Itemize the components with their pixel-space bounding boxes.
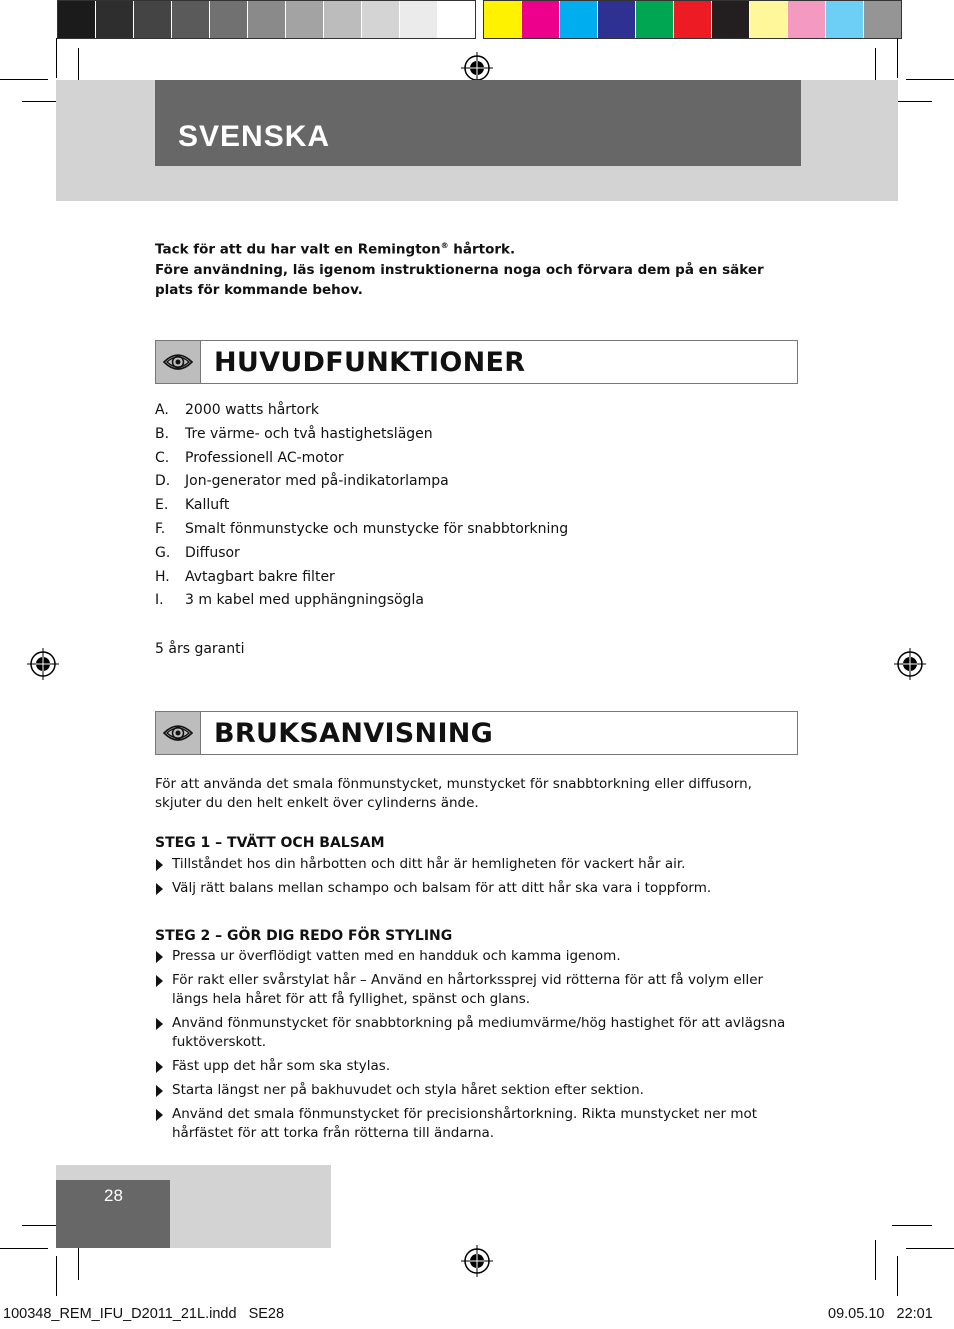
step2-list — [155, 947, 797, 1148]
feature-letter: B. — [155, 425, 170, 442]
bullet-arrow-icon — [156, 859, 163, 871]
process-color-swatch — [826, 1, 863, 38]
process-color-swatch — [788, 1, 825, 38]
feature-text: Jon-generator med på-indikatorlampa — [185, 473, 449, 490]
process-color-swatch — [712, 1, 749, 38]
gray-swatch — [134, 1, 171, 38]
crop-mark — [892, 1225, 932, 1226]
step2-heading: STEG 2 – GÖR DIG REDO FÖR STYLING — [155, 928, 453, 944]
feature-letter: E. — [155, 497, 169, 514]
gray-swatch — [58, 1, 95, 38]
feature-text: Tre värme- och två hastighetslägen — [185, 425, 433, 442]
gray-swatch — [96, 1, 133, 38]
bullet-text: Använd det smala fönmunstycket för precisionshårtorkning. Rikta munstycket ner mot hårfästet för att torka från rötterna till ändarna. — [172, 1106, 758, 1141]
registration-mark-icon — [461, 1245, 493, 1277]
intro-text — [155, 236, 795, 300]
bullet-item — [155, 1105, 797, 1143]
process-color-swatch — [598, 1, 635, 38]
eye-icon — [162, 348, 194, 376]
page-title: SVENSKA — [178, 120, 331, 153]
bullet-item — [155, 947, 797, 966]
gray-swatch — [400, 1, 437, 38]
registration-mark-icon — [27, 648, 59, 680]
section-icon-cell — [156, 712, 201, 754]
process-color-swatch — [864, 1, 901, 38]
crop-mark — [56, 38, 57, 78]
eye-icon — [162, 719, 194, 747]
bullet-text: Fäst upp det hår som ska stylas. — [172, 1058, 391, 1074]
gray-swatch — [324, 1, 361, 38]
bullet-arrow-icon — [156, 1085, 163, 1097]
crop-mark — [0, 1248, 48, 1249]
intro-line1-end: hårtork. — [448, 241, 516, 258]
crop-mark — [897, 1256, 898, 1296]
bullet-item — [155, 971, 797, 1009]
crop-mark — [56, 1256, 57, 1296]
slug-date-info: 09.05.10 22:01 — [828, 1306, 933, 1322]
process-color-swatch — [484, 1, 521, 38]
usage-intro: För att använda det smala fönmunstycket, munstycket för snabbtorkning eller diffusorn, skjuter du den helt enkelt över cylinderns ände. — [155, 776, 752, 811]
bullet-text: Använd fönmunstycket för snabbtorkning på mediumvärme/hög hastighet för att avlägsna fuktöverskott. — [172, 1015, 786, 1050]
gray-swatch — [248, 1, 285, 38]
feature-text: 2000 watts hårtork — [185, 402, 319, 418]
gray-swatch — [438, 1, 475, 38]
guarantee-years: 5 — [155, 641, 164, 657]
bullet-text: Pressa ur överflödigt vatten med en handduk och kamma igenom. — [172, 948, 621, 964]
bullet-arrow-icon — [156, 1109, 163, 1121]
bullet-arrow-icon — [156, 883, 163, 895]
process-color-swatch — [636, 1, 673, 38]
step1-heading: STEG 1 – TVÄTT OCH BALSAM — [155, 835, 385, 851]
feature-letter: H. — [155, 568, 170, 585]
gray-swatch — [286, 1, 323, 38]
feature-letter: I. — [155, 592, 164, 609]
process-color-swatch — [674, 1, 711, 38]
bullet-arrow-icon — [156, 975, 163, 987]
bullet-text: Tillståndet hos din hårbotten och ditt hår är hemligheten för vackert hår air. — [172, 856, 686, 872]
bullet-arrow-icon — [156, 951, 163, 963]
crop-mark — [906, 1248, 954, 1249]
crop-mark — [906, 79, 954, 80]
bullet-item — [155, 1081, 797, 1100]
section-icon-cell — [156, 341, 201, 383]
process-color-swatch — [560, 1, 597, 38]
bullet-text: För rakt eller svårstylat hår – Använd en hårtorkssprej vid rötterna för att få volym eller längs hela håret för att få fyllighet, spänst och glans. — [172, 972, 764, 1007]
bullet-arrow-icon — [156, 1061, 163, 1073]
feature-letter: F. — [155, 520, 166, 537]
slug-file-info: 100348_REM_IFU_D2011_21L.indd SE28 — [3, 1306, 285, 1322]
feature-letter: C. — [155, 449, 170, 466]
registered-mark: ® — [440, 241, 449, 250]
process-color-bar — [483, 0, 902, 39]
feature-text: Smalt fönmunstycke och munstycke för snabbtorkning — [185, 520, 569, 537]
gray-swatch — [172, 1, 209, 38]
section-title: HUVUDFUNKTIONER — [214, 347, 526, 378]
step1-list — [155, 855, 797, 903]
section-header-features — [155, 340, 798, 384]
gray-color-bar — [57, 0, 476, 39]
feature-letter: A. — [155, 402, 169, 418]
crop-mark — [0, 79, 48, 80]
feature-text: Professionell AC-motor — [185, 449, 344, 466]
registration-mark-icon — [894, 648, 926, 680]
feature-text: 3 m kabel med upphängningsögla — [185, 592, 424, 609]
section-title: BRUKSANVISNING — [214, 718, 494, 749]
intro-line1: Tack för att du har valt en Remington — [155, 241, 441, 258]
crop-mark — [875, 1240, 876, 1280]
feature-text: Kalluft — [185, 497, 230, 514]
section-header-usage — [155, 711, 798, 755]
process-color-swatch — [750, 1, 787, 38]
guarantee-text — [155, 641, 245, 657]
bullet-text: Starta längst ner på bakhuvudet och styla håret sektion efter sektion. — [172, 1082, 644, 1098]
bullet-arrow-icon — [156, 1018, 163, 1030]
bullet-item — [155, 1014, 797, 1052]
crop-mark — [892, 101, 932, 102]
feature-letter: D. — [155, 473, 171, 490]
bullet-text: Välj rätt balans mellan schampo och balsam för att ditt hår ska vara i toppform. — [172, 880, 712, 896]
feature-letter: G. — [155, 544, 171, 561]
page-number: 28 — [104, 1186, 123, 1205]
feature-text: Diffusor — [185, 544, 240, 561]
gray-swatch — [362, 1, 399, 38]
intro-line2: Före användning, läs igenom instruktionerna noga och förvara dem på en säker plats för kommande behov. — [155, 261, 764, 298]
bullet-item — [155, 879, 797, 898]
bullet-item — [155, 855, 797, 874]
guarantee-label: års garanti — [163, 641, 245, 657]
feature-text: Avtagbart bakre filter — [185, 568, 335, 585]
gray-swatch — [210, 1, 247, 38]
bullet-item — [155, 1057, 797, 1076]
crop-mark — [897, 38, 898, 78]
process-color-swatch — [522, 1, 559, 38]
